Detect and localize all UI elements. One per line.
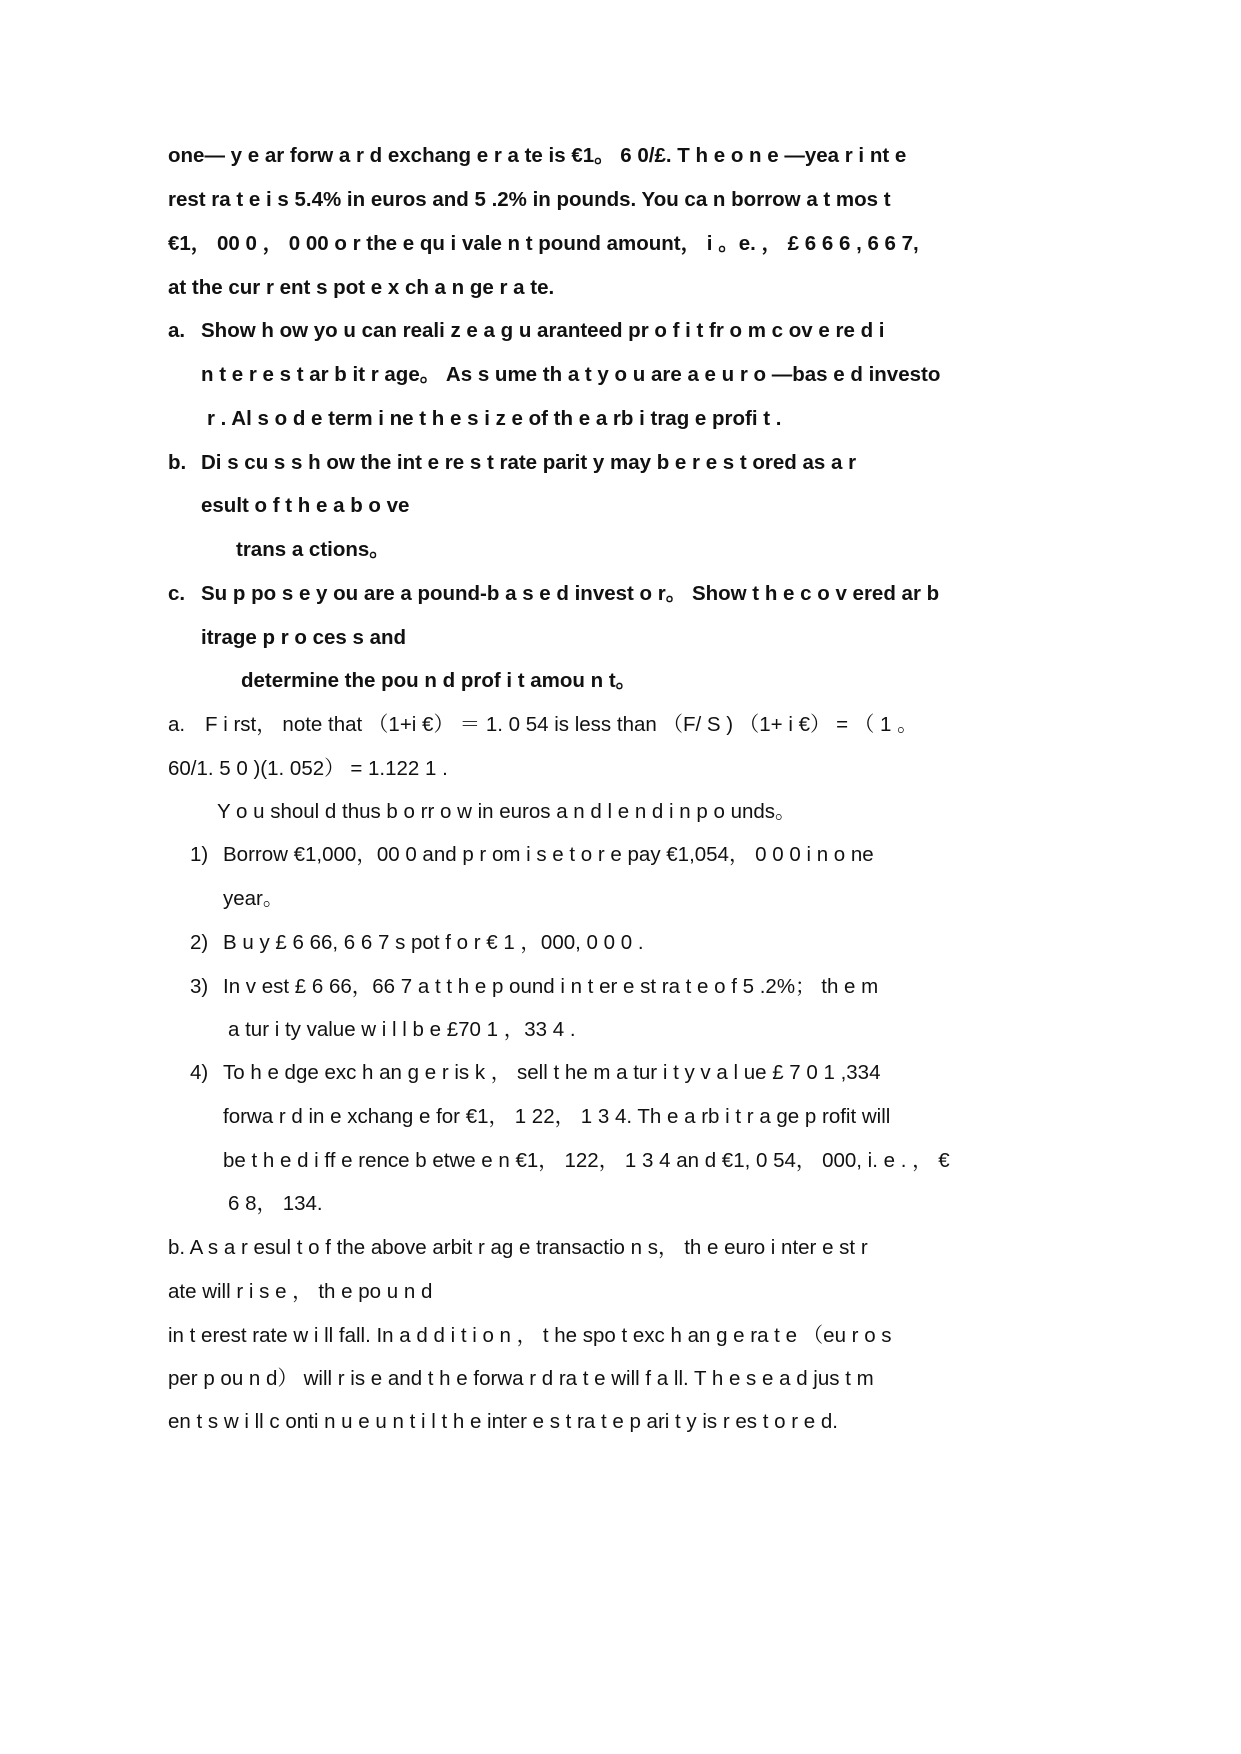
step-1-line-2: year。 xyxy=(223,887,284,910)
step-4-line-1: To h e dge exc h an g e r is k ， sell t he m a tur i t y v a l ue £ 7 0 1 ,334 xyxy=(223,1061,881,1084)
question-intro-line-1: one— y e ar forw a r d exchang e r a te is €1。 6 0/£. T h e o n e —yea r i nt e xyxy=(168,144,907,167)
step-2-label: 2) xyxy=(190,931,209,954)
answer-a-line-2: 60/1. 5 0 )(1. 052） = 1.122 1 . xyxy=(168,757,448,780)
answer-b-line-5: en t s w i ll c onti n u e u n t i l t h e inter e s t ra t e p ari t y is r es t o r e d. xyxy=(168,1410,838,1433)
step-4-line-4: 6 8， 134. xyxy=(228,1192,323,1215)
answer-b-line-3: in t erest rate w i ll fall. In a d d i t i o n ， t he spo t exc h an g e ra t e （eu r o s xyxy=(168,1324,892,1347)
part-a-line-2: n t e r e s t ar b it r age。 As s ume th a t y o u are a e u r o —bas e d investo xyxy=(201,363,941,386)
part-c-line-1: Su p po s e y ou are a pound-b a s e d invest o r。 Show t h e c o v ered ar b xyxy=(201,582,940,605)
answer-b-line-4: per p ou n d） will r is e and t h e forwa r d ra t e will f a ll. T h e s e a d jus t m xyxy=(168,1367,874,1390)
answer-b-line-1: b. A s a r esul t o f the above arbit r ag e transactio n s， th e euro i nter e st r xyxy=(168,1236,868,1259)
answer-a-label: a. xyxy=(168,713,186,736)
step-1-line-1: Borrow €1,000，00 0 and p r om i s e t o r e pay €1,054， 0 0 0 i n o ne xyxy=(223,843,874,866)
part-a-label: a. xyxy=(168,319,186,342)
part-b-line-1: Di s cu s s h ow the int e re s t rate parit y may b e r e s t ored as a r xyxy=(201,451,857,474)
question-intro-line-4: at the cur r ent s pot e x ch a n ge r a te. xyxy=(168,276,555,299)
question-intro-line-2: rest ra t e i s 5.4% in euros and 5 .2% in pounds. You ca n borrow a t mos t xyxy=(168,188,891,211)
step-3-line-1: In v est £ 6 66，66 7 a t t h e p ound i n t er e st ra t e o f 5 .2%； th e m xyxy=(223,975,879,998)
answer-b-line-2: ate will r i s e ， th e po u n d xyxy=(168,1280,433,1303)
part-c-line-3: determine the pou n d prof i t amou n t。 xyxy=(241,669,637,692)
step-1-label: 1) xyxy=(190,843,209,866)
step-2-line-1: B u y £ 6 66, 6 6 7 s pot f o r € 1 ，000, 0 0 0 . xyxy=(223,931,644,954)
step-4-label: 4) xyxy=(190,1061,209,1084)
step-4-line-3: be t h e d i ff e rence b etwe e n €1， 122， 1 3 4 an d €1, 0 54， 000, i. e . ， € xyxy=(223,1149,950,1172)
part-b-label: b. xyxy=(168,451,187,474)
question-intro-line-3: €1， 00 0 ， 0 00 o r the e qu i vale n t pound amount， i 。e. ， £ 6 6 6 , 6 6 7, xyxy=(168,232,919,255)
part-c-line-2: itrage p r o ces s and xyxy=(201,626,407,649)
step-3-line-2: a tur i ty value w i l l b e £70 1 ，33 4 . xyxy=(228,1018,576,1041)
part-c-label: c. xyxy=(168,582,186,605)
answer-a-line-3: Y o u shoul d thus b o rr o w in euros a n d l e n d i n p o unds。 xyxy=(217,800,796,823)
part-a-line-1: Show h ow yo u can reali z e a g u aranteed pr o f i t fr o m c ov e re d i xyxy=(201,319,885,342)
step-3-label: 3) xyxy=(190,975,209,998)
step-4-line-2: forwa r d in e xchang e for €1， 1 22， 1 3 4. Th e a rb i t r a ge p rofit will xyxy=(223,1105,891,1128)
part-b-line-2: esult o f t h e a b o ve xyxy=(201,494,410,517)
answer-a-line-1: F i rst， note that （1+i €） ＝ 1. 0 54 is less than （F/ S ) （1+ i €） = （ 1 。 xyxy=(205,713,918,736)
part-b-line-3: trans a ctions。 xyxy=(236,538,390,561)
part-a-line-3: r . Al s o d e term i ne t h e s i z e of th e a rb i trag e profi t . xyxy=(207,407,782,430)
